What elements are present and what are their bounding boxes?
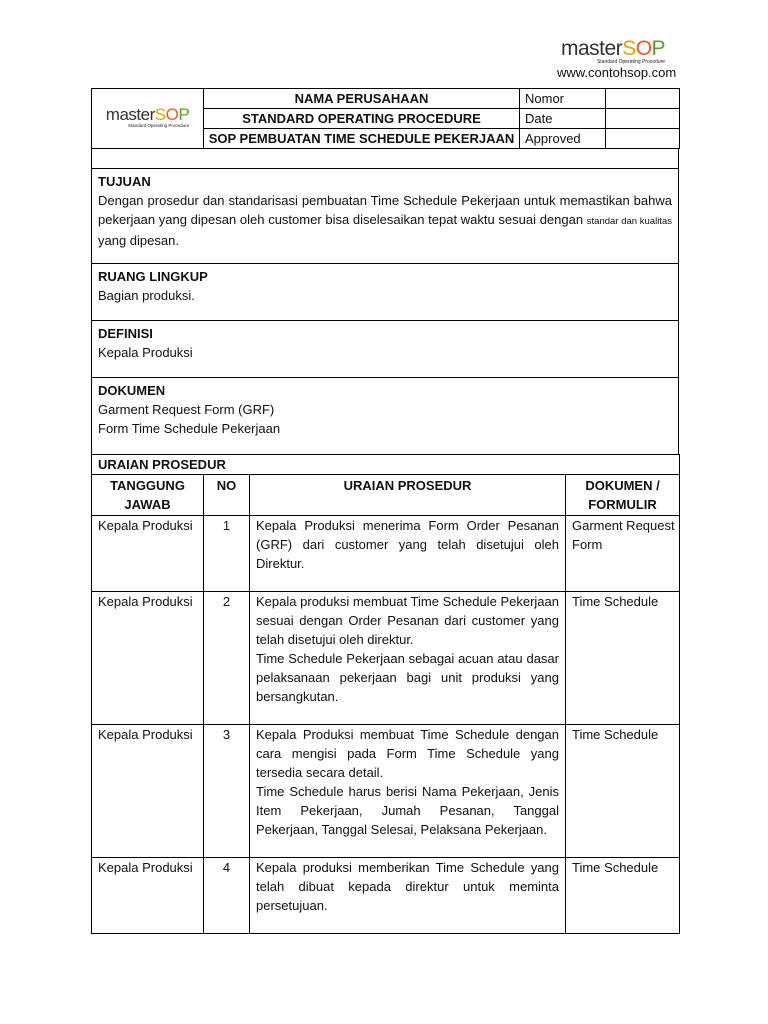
logo-tagline: Standard Operating Procedure (127, 122, 190, 128)
brand-logo-header (106, 106, 189, 129)
row-description-line: Time Schedule harus berisi Nama Pekerjaan, Jenis Item Pekerjaan, Jumah Pesanan, Tanggal Pekerjaan, Tanggal Selesai, Pelaksana Pekerjaan. (256, 784, 559, 837)
row-document: Time Schedule (566, 725, 680, 858)
approved-label: Approved (520, 129, 606, 149)
column-header: URAIAN PROSEDUR (250, 475, 566, 516)
row-description (250, 725, 566, 858)
row-document: Garment Request Form (566, 516, 680, 592)
website-link[interactable]: www.contohsop.com (557, 65, 677, 80)
blank-row (92, 149, 678, 169)
row-document: Time Schedule (566, 592, 680, 725)
row-description (250, 592, 566, 725)
logo-word: master (561, 37, 623, 60)
logo-word: master (105, 104, 155, 124)
ruang-lingkup-text: Bagian produksi. (98, 288, 195, 303)
nomor-value[interactable] (606, 89, 680, 109)
row-number: 2 (204, 592, 250, 725)
table-row (92, 725, 680, 858)
row-description-line: Kepala produksi memberikan Time Schedule yang telah dibuat kepada direktur untuk meminta persetujuan. (256, 860, 559, 913)
logo-letter-s: S (622, 37, 636, 60)
logo-letter-p: P (178, 104, 190, 124)
logo-letter-p: P (651, 37, 666, 60)
row-description (250, 858, 566, 934)
tujuan-text-main: Dengan prosedur dan standarisasi pembuatan Time Schedule Pekerjaan untuk memastikan bahwa pekerjaan yang dipesan oleh customer bisa diselesaikan tepat waktu sesuai dengan (98, 193, 672, 227)
table-row (92, 858, 680, 934)
definisi-text: Kepala Produksi (98, 345, 193, 360)
row-description-line: Kepala Produksi menerima Form Order Pesanan (GRF) dari customer yang telah disetujui oleh Direktur. (256, 518, 559, 571)
row-document: Time Schedule (566, 858, 680, 934)
row-number: 4 (204, 858, 250, 934)
procedure-table (91, 454, 680, 934)
section-title-dokumen: DOKUMEN (98, 383, 166, 398)
section-title-ruang-lingkup: RUANG LINGKUP (98, 269, 208, 284)
section-title-tujuan: TUJUAN (98, 174, 151, 189)
row-pic: Kepala Produksi (92, 516, 204, 592)
section-ruang-lingkup (92, 264, 678, 321)
row-description-line: Time Schedule Pekerjaan sebagai acuan atau dasar pelaksanaan pekerjaan bagi unit produksi yang bersangkutan. (256, 651, 559, 704)
column-header: TANGGUNG JAWAB (92, 475, 204, 516)
procedure-caption: URAIAN PROSEDUR (92, 455, 680, 475)
row-description-line: Kepala Produksi membuat Time Schedule dengan cara mengisi pada Form Time Schedule yang tersedia secara detail. (256, 727, 559, 780)
procedure-header-row (92, 475, 680, 516)
nomor-label: Nomor (520, 89, 606, 109)
date-value[interactable] (606, 109, 680, 129)
row-pic: Kepala Produksi (92, 858, 204, 934)
tujuan-text-small: standar dan kualitas (586, 216, 672, 227)
section-definisi (92, 321, 678, 378)
sections-box (91, 148, 679, 455)
column-header: NO (204, 475, 250, 516)
row-pic: Kepala Produksi (92, 725, 204, 858)
tujuan-text-end: yang dipesan. (98, 233, 179, 248)
company-name: NAMA PERUSAHAAN (204, 89, 520, 109)
table-row (92, 516, 680, 592)
table-row (92, 592, 680, 725)
doc-title: SOP PEMBUATAN TIME SCHEDULE PEKERJAAN (204, 129, 520, 149)
section-title-definisi: DEFINISI (98, 326, 153, 341)
tujuan-text (98, 191, 672, 250)
row-number: 1 (204, 516, 250, 592)
row-description (250, 516, 566, 592)
document-header-table (91, 88, 680, 149)
row-description-line: Kepala produksi membuat Time Schedule Pekerjaan sesuai dengan Order Pesanan dari customer yang telah disetujui oleh direktur. (256, 594, 559, 647)
doc-type: STANDARD OPERATING PROCEDURE (204, 109, 520, 129)
dokumen-item: Garment Request Form (GRF) (98, 402, 275, 417)
date-label: Date (520, 109, 606, 129)
dokumen-item: Form Time Schedule Pekerjaan (98, 421, 281, 436)
logo-letter-o: O (635, 37, 652, 60)
column-header: DOKUMEN / FORMULIR (566, 475, 680, 516)
section-dokumen (92, 378, 678, 454)
logo-letter-s: S (154, 104, 166, 124)
logo-letter-o: O (165, 104, 179, 124)
approved-value[interactable] (606, 129, 680, 149)
section-tujuan (92, 169, 678, 264)
row-number: 3 (204, 725, 250, 858)
header-logo-cell (92, 89, 204, 149)
logo-tagline: Standard Operating Procedure (596, 59, 666, 65)
brand-logo-top (561, 38, 665, 65)
row-pic: Kepala Produksi (92, 592, 204, 725)
